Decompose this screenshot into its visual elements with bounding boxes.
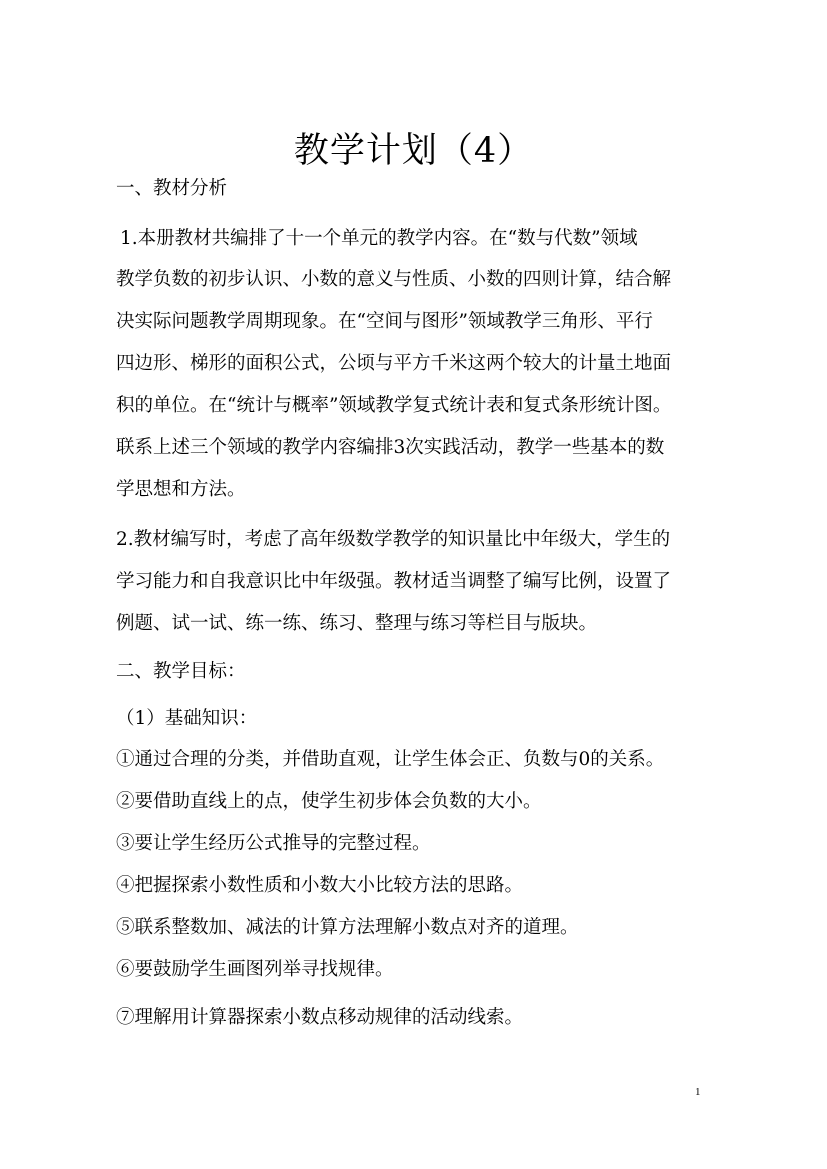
page-number: 1	[695, 1086, 701, 1098]
paragraph-line: 学思想和方法。	[116, 479, 246, 500]
paragraph-line: 学习能力和自我意识比中年级强。教材适当调整了编写比例，设置了	[116, 571, 672, 592]
section-heading-teaching-goals: 二、教学目标：	[116, 661, 246, 682]
paragraph-line: 例题、试一试、练一练、练习、整理与练习等栏目与版块。	[116, 613, 598, 634]
subsection-heading-basic-knowledge: （1）基础知识：	[116, 708, 258, 729]
list-item: ②要借助直线上的点，使学生初步体会负数的大小。	[116, 791, 542, 812]
paragraph-line: 积的单位。在“统计与概率”领域教学复式统计表和复式条形统计图。	[116, 395, 672, 416]
list-item: ③要让学生经历公式推导的完整过程。	[116, 833, 431, 854]
paragraph-line: 四边形、梯形的面积公式，公顷与平方千米这两个较大的计量土地面	[116, 353, 672, 374]
paragraph-line: 决实际问题教学周期现象。在“空间与图形”领域教学三角形、平行	[116, 311, 653, 332]
list-item: ⑦理解用计算器探索小数点移动规律的活动线索。	[116, 1007, 524, 1028]
section-heading-textbook-analysis: 一、教材分析	[116, 178, 228, 199]
list-item: ⑥要鼓励学生画图列举寻找规律。	[116, 959, 394, 980]
paragraph-line: 联系上述三个领域的教学内容编排3次实践活动，教学一些基本的数	[116, 437, 665, 458]
paragraph-line: 1.本册教材共编排了十一个单元的教学内容。在“数与代数”领域	[120, 228, 638, 249]
list-item: ⑤联系整数加、减法的计算方法理解小数点对齐的道理。	[116, 917, 579, 938]
page-title: 教学计划（4）	[293, 131, 534, 171]
paragraph-line: 教学负数的初步认识、小数的意义与性质、小数的四则计算，结合解	[116, 269, 672, 290]
paragraph-line: 2.教材编写时，考虑了高年级数学教学的知识量比中年级大，学生的	[116, 529, 671, 550]
list-item: ①通过合理的分类，并借助直观，让学生体会正、负数与0的关系。	[116, 749, 665, 770]
list-item: ④把握探索小数性质和小数大小比较方法的思路。	[116, 875, 524, 896]
